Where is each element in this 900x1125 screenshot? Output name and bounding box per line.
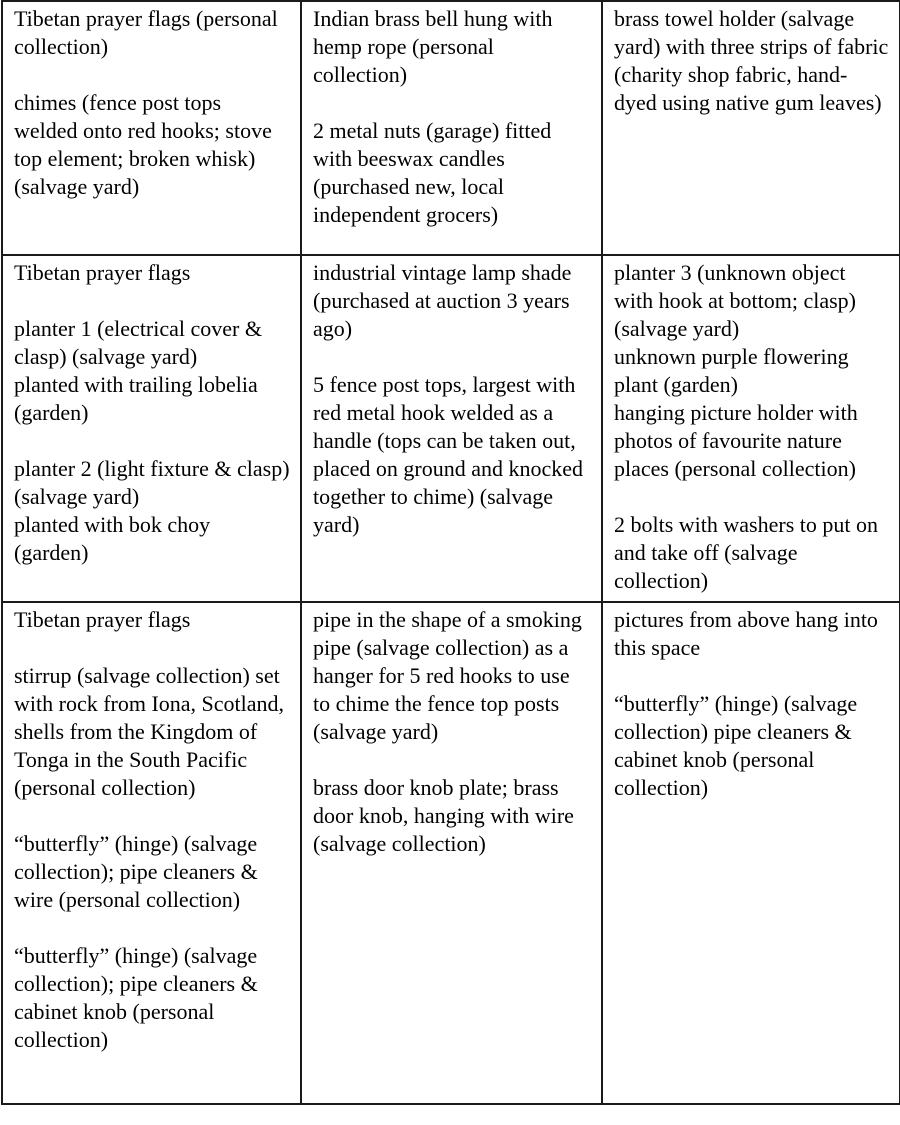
cell-text: unknown purple flowering plant (garden) — [614, 344, 849, 397]
cell-text: chimes (fence post tops welded onto red hooks; stove top element; broken whisk) (salvage yard) — [14, 90, 272, 199]
cell-paragraph — [14, 830, 290, 914]
cell-text: Tibetan prayer flags (personal collection) — [14, 6, 278, 59]
cell-paragraph — [14, 606, 290, 634]
cell-paragraph — [313, 774, 591, 858]
cell-text: “butterfly” (hinge) (salvage collection) pipe cleaners & cabinet knob (personal collection) — [614, 691, 858, 800]
cell-paragraph — [14, 455, 290, 567]
cell-paragraph — [614, 690, 889, 802]
table-row — [2, 255, 900, 602]
cell-paragraph — [313, 606, 591, 746]
cell-paragraph — [614, 511, 889, 595]
cell-text: planter 1 (electrical cover & clasp) (salvage yard) — [14, 316, 262, 369]
cell-text: 5 fence post tops, largest with red metal hook welded as a handle (tops can be taken out, placed on ground and knocked together to chime) (salvage yard) — [313, 372, 584, 537]
table-cell — [301, 602, 602, 1104]
table-row — [2, 1, 900, 255]
cell-text: 2 metal nuts (garage) fitted with beeswax candles (purchased new, local independent grocers) — [313, 118, 552, 227]
cell-text: planter 3 (unknown object with hook at bottom; clasp) (salvage yard) — [614, 260, 856, 341]
table-cell — [2, 602, 301, 1104]
cell-text: planted with bok choy (garden) — [14, 512, 211, 565]
table-cell — [2, 1, 301, 255]
cell-paragraph — [313, 259, 591, 343]
cell-paragraph — [313, 371, 591, 539]
table-cell — [602, 602, 900, 1104]
cell-text: brass door knob plate; brass door knob, hanging with wire (salvage collection) — [313, 775, 574, 856]
cell-text: industrial vintage lamp shade (purchased at auction 3 years ago) — [313, 260, 572, 341]
table-cell — [2, 255, 301, 602]
cell-paragraph — [614, 606, 889, 662]
cell-paragraph — [313, 117, 591, 229]
table-row — [2, 602, 900, 1104]
cell-paragraph — [614, 5, 889, 117]
cell-text: Tibetan prayer flags — [14, 260, 191, 285]
cell-text: planter 2 (light fixture & clasp) (salvage yard) — [14, 456, 290, 509]
cell-paragraph — [14, 89, 290, 201]
materials-table — [1, 0, 900, 1105]
cell-paragraph — [14, 315, 290, 427]
cell-paragraph — [14, 259, 290, 287]
cell-text: stirrup (salvage collection) set with rock from Iona, Scotland, shells from the Kingdom of Tonga in the South Pacific (personal collection) — [14, 663, 285, 800]
cell-text: pictures from above hang into this space — [614, 607, 878, 660]
cell-text: brass towel holder (salvage yard) with three strips of fabric (charity shop fabric, hand-dyed using native gum leaves) — [614, 6, 889, 115]
cell-text: pipe in the shape of a smoking pipe (salvage collection) as a hanger for 5 red hooks to use to chime the fence top posts (salvage yard) — [313, 607, 582, 744]
cell-text: planted with trailing lobelia (garden) — [14, 372, 258, 425]
table-cell — [301, 255, 602, 602]
cell-paragraph — [14, 942, 290, 1054]
cell-text: Indian brass bell hung with hemp rope (personal collection) — [313, 6, 553, 87]
table-cell — [602, 1, 900, 255]
cell-paragraph — [614, 259, 889, 483]
cell-paragraph — [14, 5, 290, 61]
cell-paragraph — [14, 662, 290, 802]
cell-text: “butterfly” (hinge) (salvage collection); pipe cleaners & cabinet knob (personal collection) — [14, 943, 258, 1052]
cell-paragraph — [313, 5, 591, 89]
cell-text: Tibetan prayer flags — [14, 607, 191, 632]
cell-text: hanging picture holder with photos of favourite nature places (personal collection) — [614, 400, 858, 481]
table-cell — [602, 255, 900, 602]
table-cell — [301, 1, 602, 255]
cell-text: 2 bolts with washers to put on and take off (salvage collection) — [614, 512, 878, 593]
cell-text: “butterfly” (hinge) (salvage collection); pipe cleaners & wire (personal collection) — [14, 831, 258, 912]
